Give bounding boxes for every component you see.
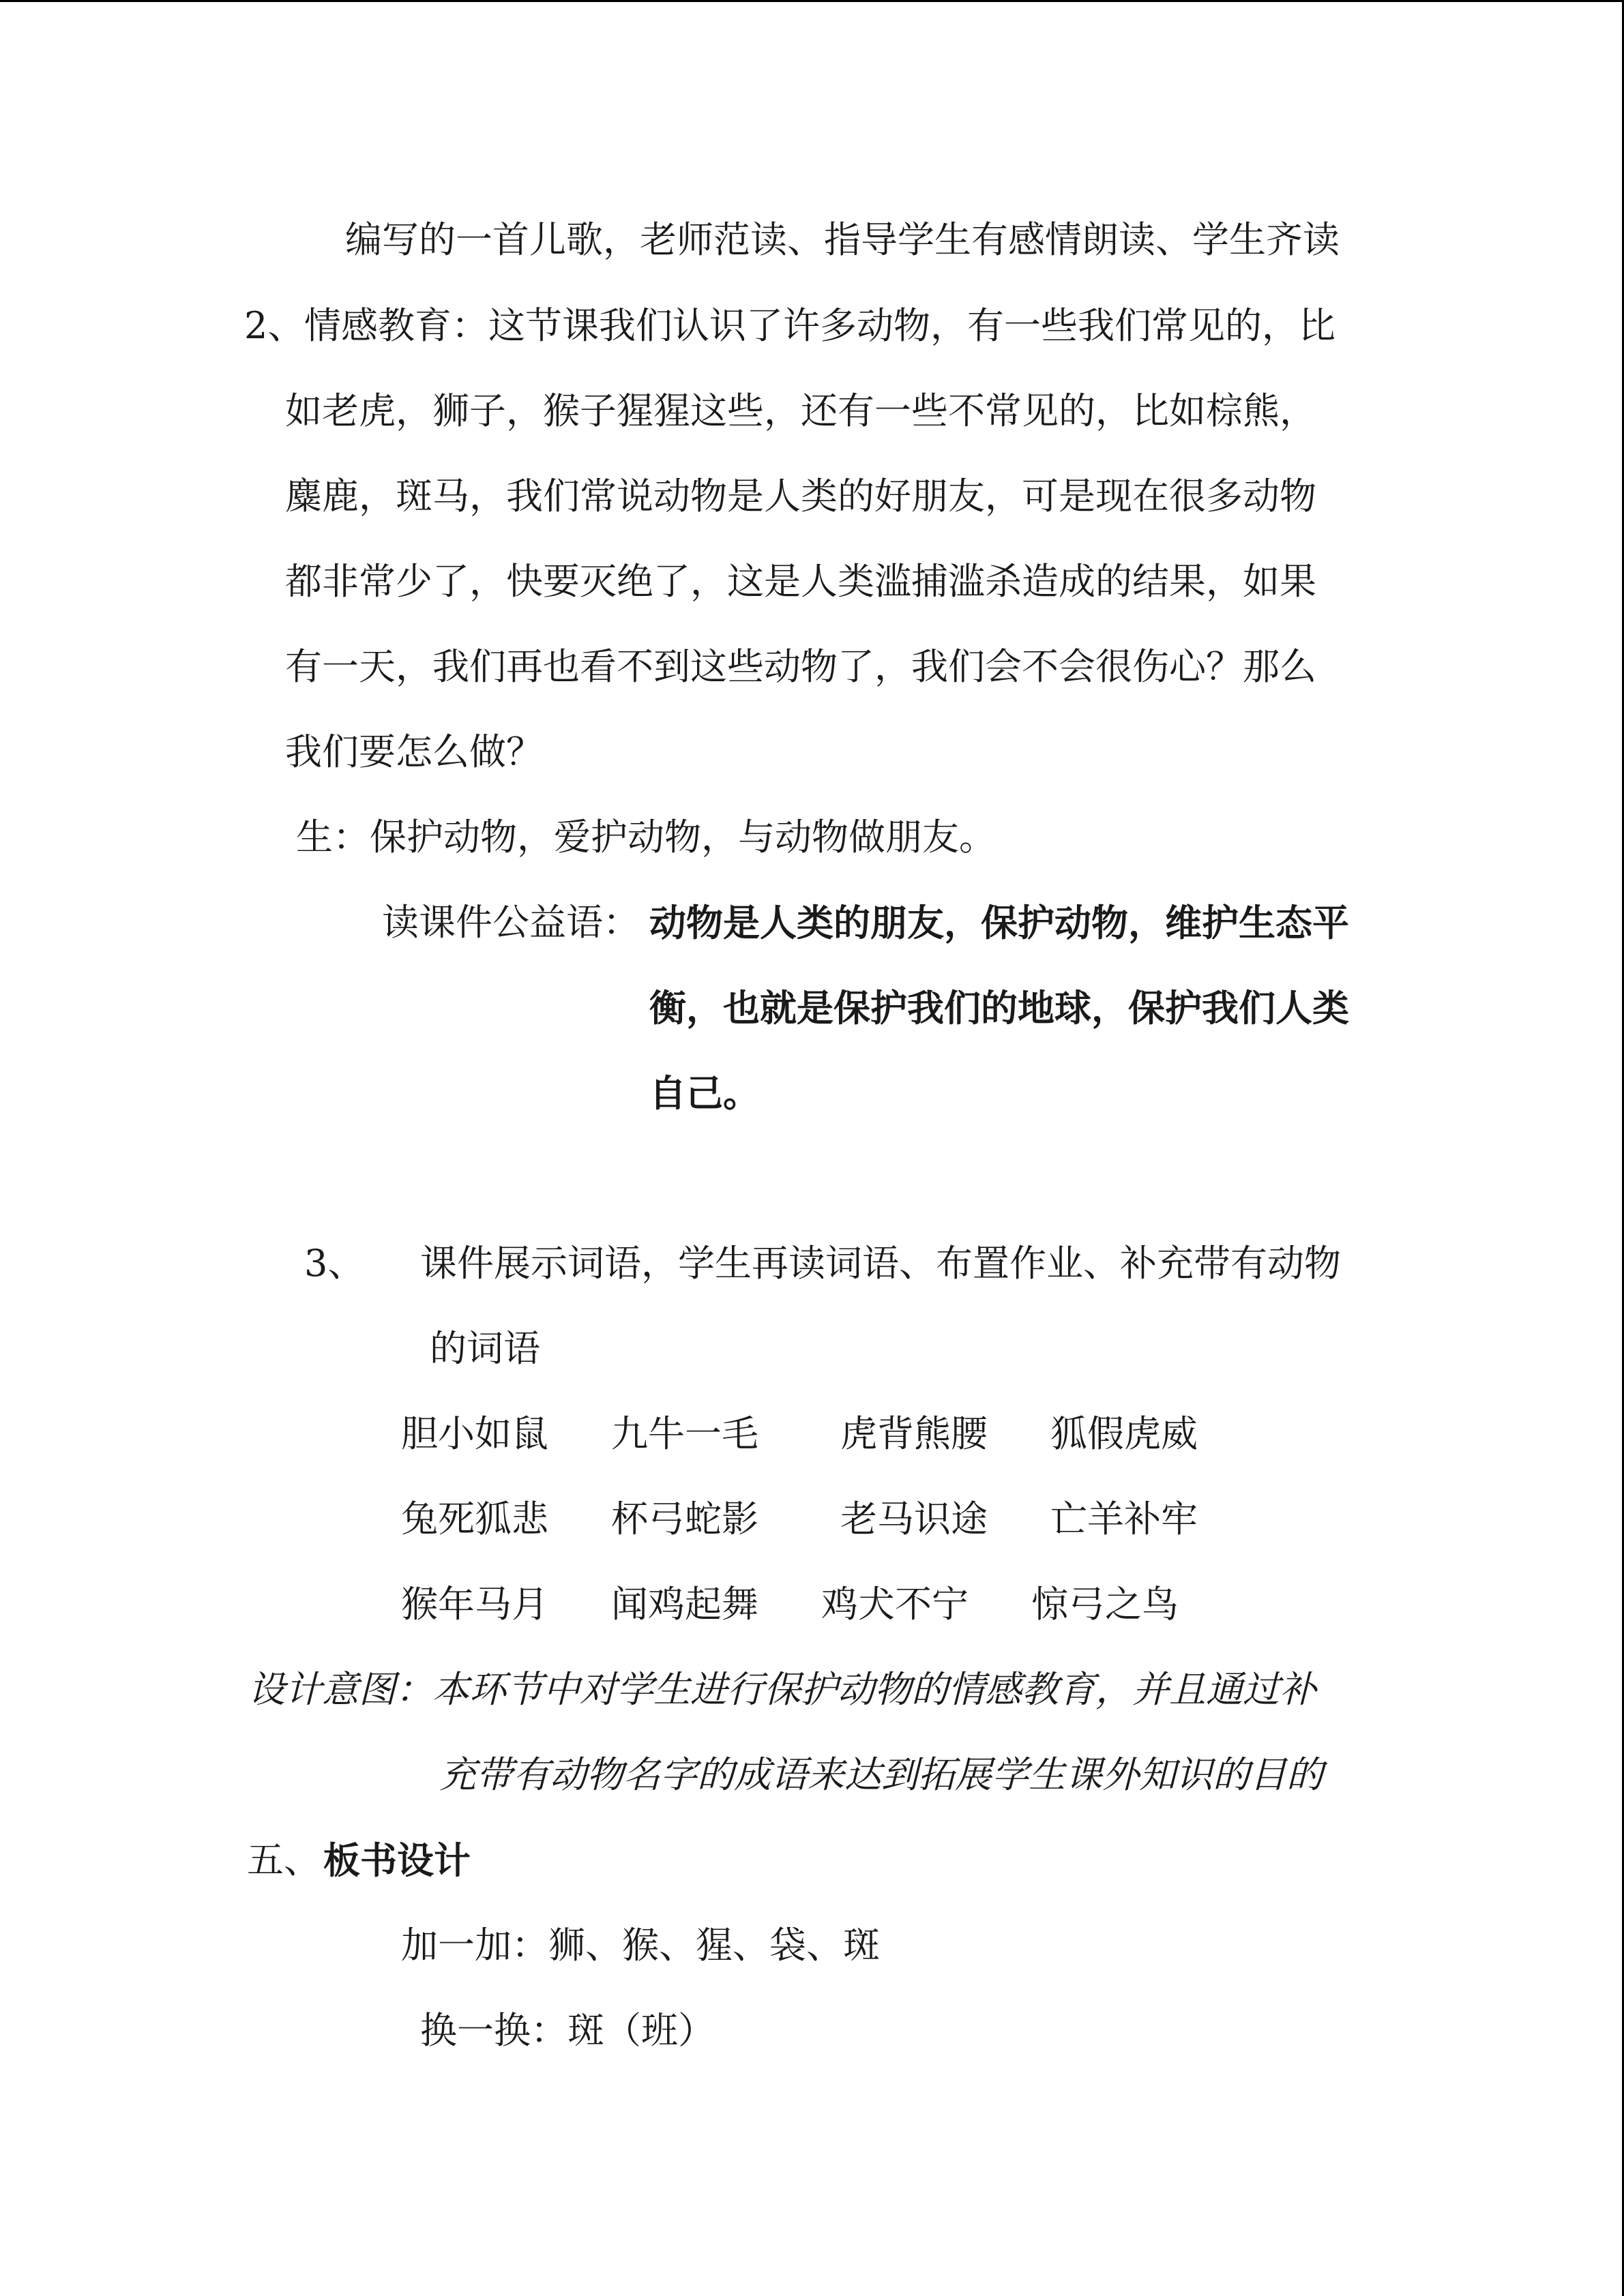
slogan-line: 自己。: [649, 1071, 760, 1115]
intro-line: 编写的一首儿歌，老师范读、指导学生有感情朗读、学生齐读: [345, 218, 1340, 261]
section-2-line: 情感教育：这节课我们认识了许多动物，有一些我们常见的，比: [304, 304, 1335, 347]
page-border-top: [0, 0, 1624, 2]
design-intent-line: 充带有动物名字的成语来达到拓展学生课外知识的目的: [439, 1753, 1323, 1796]
section-2-number: 2、: [244, 304, 305, 347]
idiom: 惊弓之鸟: [1031, 1583, 1179, 1626]
board-add-line: 加一加：狮、猴、猩、袋、斑: [401, 1924, 880, 1967]
idiom: 九牛一毛: [611, 1412, 758, 1455]
idiom: 闻鸡起舞: [611, 1583, 758, 1626]
section-2-line: 都非常少了，快要灭绝了，这是人类滥捕滥杀造成的结果，如果: [285, 560, 1316, 603]
slogan-line: 动物是人类的朋友，保护动物，维护生态平: [649, 901, 1349, 944]
design-intent-line: 设计意图：本环节中对学生进行保护动物的情感教育，并且通过补: [248, 1668, 1316, 1711]
section-3-number: 3、: [304, 1242, 365, 1285]
section-2-line: 麋鹿，斑马，我们常说动物是人类的好朋友，可是现在很多动物: [285, 475, 1316, 518]
idiom: 老马识途: [840, 1497, 988, 1540]
idiom: 杯弓蛇影: [611, 1497, 758, 1540]
idiom: 狐假虎威: [1050, 1412, 1198, 1455]
slogan-label: 读课件公益语：: [382, 901, 640, 944]
section-2-line: 我们要怎么做？: [285, 730, 543, 773]
section-2-line: 如老虎，狮子，猴子猩猩这些，还有一些不常见的，比如棕熊，: [285, 389, 1316, 432]
idiom: 虎背熊腰: [840, 1412, 988, 1455]
idiom: 亡羊补牢: [1050, 1497, 1198, 1540]
section-2-line: 有一天，我们再也看不到这些动物了，我们会不会很伤心？那么: [285, 645, 1316, 688]
board-swap-line: 换一换：斑（班）: [420, 2009, 715, 2052]
section-3-line: 课件展示词语，学生再读词语、布置作业、补充带有动物: [420, 1242, 1341, 1285]
idiom: 兔死狐悲: [401, 1497, 548, 1540]
student-answer: 生：保护动物，爱护动物，与动物做朋友。: [296, 816, 996, 859]
idiom: 鸡犬不宁: [821, 1583, 969, 1626]
idiom: 胆小如鼠: [401, 1412, 548, 1455]
idiom: 猴年马月: [401, 1583, 548, 1626]
section-5-number: 五、: [247, 1838, 321, 1881]
section-5-title: 板书设计: [323, 1838, 471, 1882]
section-3-line: 的词语: [430, 1327, 540, 1370]
slogan-line: 衡，也就是保护我们的地球，保护我们人类: [649, 986, 1349, 1030]
